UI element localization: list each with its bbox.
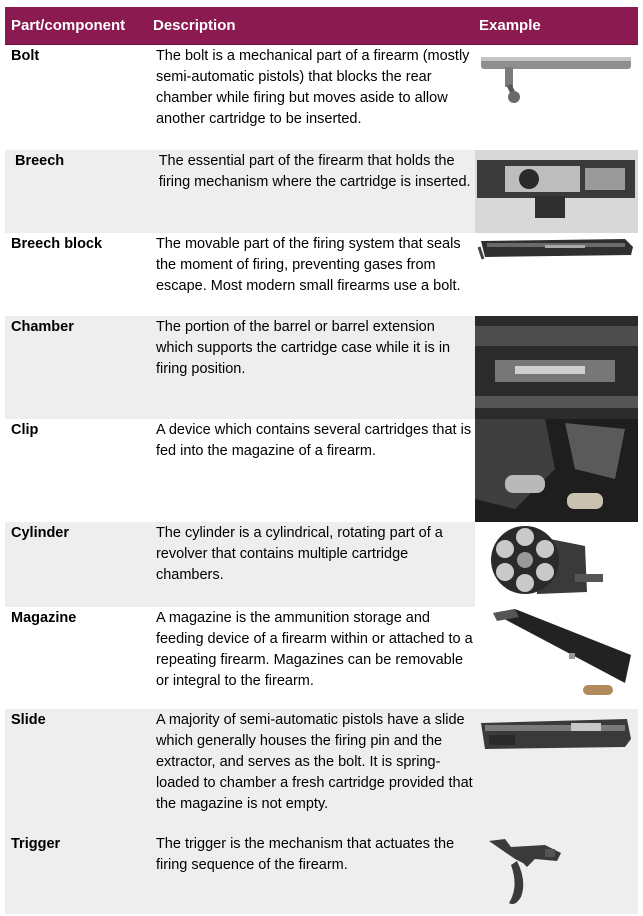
table-row-chamber: [5, 316, 638, 419]
part-description: The cylinder is a cylindrical, rotating part of a revolver that contains multiple cartridge chambers.: [155, 525, 443, 583]
example-image-bolt: [475, 45, 638, 150]
part-description: The portion of the barrel or barrel extension which supports the cartridge case while it is in firing position.: [155, 319, 451, 377]
example-image-magazine: [475, 607, 638, 709]
part-name: Chamber: [11, 319, 74, 335]
part-name: Clip: [11, 422, 39, 438]
part-name: Slide: [11, 712, 46, 728]
example-image-breech-block: [475, 233, 638, 316]
table-row-breech-block: [5, 233, 638, 316]
table-row-clip: [5, 419, 638, 522]
part-name: Breech block: [11, 236, 103, 252]
example-image-chamber: [475, 316, 638, 419]
table-header: [5, 7, 638, 45]
part-description: The bolt is a mechanical part of a firearm (mostly semi-automatic pistols) that blocks the rear chamber while firing but moves aside to allow another cartridge to be inserted.: [155, 48, 470, 127]
part-description: The movable part of the firing system that seals the moment of firing, preventing gases from escape. Most modern small firearms use a bolt.: [155, 236, 461, 294]
part-name: Cylinder: [11, 525, 70, 541]
example-image-slide: [475, 709, 638, 833]
table-row-bolt: [5, 45, 638, 150]
part-description: A magazine is the ammunition storage and feeding device of a firearm within or attached to a repeating firearm. Magazines can be removable or integral to the firearm.: [155, 610, 473, 689]
part-description: The trigger is the mechanism that actuates the firing sequence of the firearm.: [155, 836, 455, 873]
part-description: A majority of semi-automatic pistols have a slide which generally houses the firing pin and the extractor, and serves as the bolt. It is spring-loaded to chamber a fresh cartridge provided that the magazine is not empty.: [155, 712, 473, 812]
table-row-breech: [5, 150, 638, 233]
example-image-cylinder: [475, 522, 638, 607]
part-name: Trigger: [11, 836, 61, 852]
header-description: Description: [153, 17, 236, 34]
part-name: Breech: [15, 153, 65, 169]
header-example: Example: [479, 17, 541, 34]
table-row-cylinder: [5, 522, 638, 607]
example-image-clip: [475, 419, 638, 522]
example-image-trigger: [475, 833, 638, 914]
part-description: The essential part of the firearm that holds the firing mechanism where the cartridge is inserted.: [158, 153, 471, 190]
part-name: Magazine: [11, 610, 77, 626]
example-image-breech: [475, 150, 638, 233]
part-name: Bolt: [11, 48, 40, 64]
firearm-parts-table: [5, 7, 638, 914]
table-row-magazine: [5, 607, 638, 709]
table-row-slide: [5, 709, 638, 833]
header-part: Part/component: [11, 17, 126, 34]
part-description: A device which contains several cartridges that is fed into the magazine of a firearm.: [155, 422, 472, 459]
table-row-trigger: [5, 833, 638, 914]
